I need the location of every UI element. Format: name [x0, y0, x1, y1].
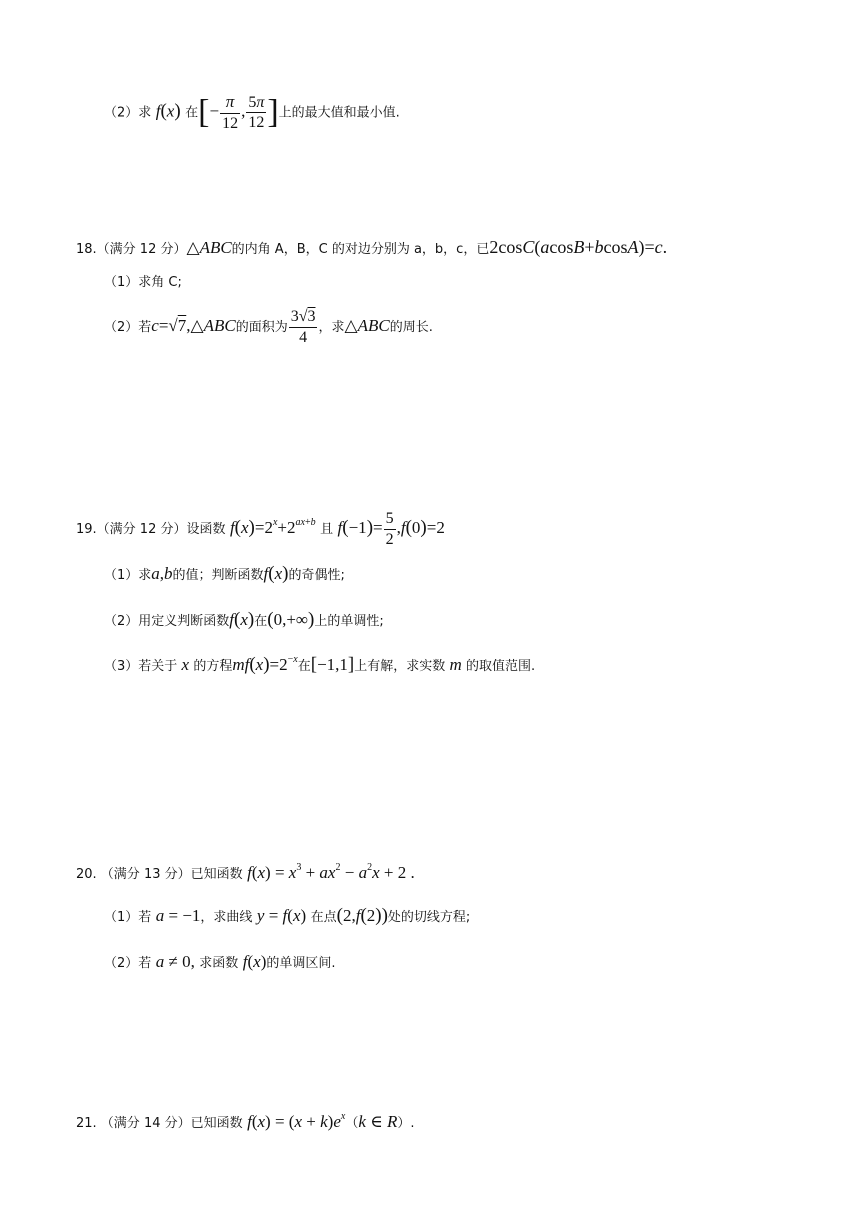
- q19-part2: （2）用定义判断函数f(x)在(0,+∞)上的单调性;: [104, 609, 384, 630]
- q17-part2: （2）求 f(x) 在[− $\frac{\pi}{12}$ , $\frac{5\pi}{12}$ ]上的最大值和最小值.: [104, 92, 400, 132]
- q19-p3-c: 上有解，求实数: [354, 659, 446, 674]
- q17-p2-tail: 上的最大值和最小值.: [278, 105, 400, 121]
- q21-head: 21. （满分 14 分）已知函数: [76, 1116, 243, 1131]
- fraction-5-2: $\frac{5}{2}$: [385, 510, 394, 548]
- q21-tail-a: （: [345, 1116, 359, 1131]
- q20-p1-tail: 处的切线方程;: [387, 910, 471, 925]
- q18-part1: [104, 275, 182, 289]
- q19-p1-label: （1）求: [104, 568, 152, 583]
- q17-p2-label: （2）求: [104, 105, 152, 121]
- fraction-5pi-12: $\frac{5\pi}{12}$: [248, 93, 265, 132]
- q19-stem: 19.（满分 12 分）设函数 $f(x)=2^x+2^{ax+b}$ 且 f(−1)= $\frac{5}{2}$ ,f(0)=2: [76, 510, 445, 548]
- q20-p1-mid: ，求曲线: [200, 910, 253, 925]
- q21-stem: 21. （满分 14 分）已知函数 $f(x) = (x + k)e^x(k$ ∈ R）.: [76, 1111, 415, 1131]
- q21-tail-b: ）.: [397, 1116, 415, 1131]
- fraction-pi-12: $\frac{\pi}{12}$: [222, 92, 239, 132]
- q18-part2: （2）若c=√7,△ABC的面积为 $\frac{3√3}{4}$ ，求△ABC的周长.: [104, 308, 433, 346]
- q19-p1-mid: 的值；判断函数: [172, 568, 264, 583]
- q19-p3-a: 的方程: [193, 659, 233, 674]
- q18-stem: 18.（满分 12 分）△ABC的内角 A，B，C 的对边分别为 a，b，c，已2cosC(acosB+bcosA)=c.: [76, 237, 668, 257]
- q19-p3-b: 在: [297, 659, 311, 674]
- q19-p3-d: 的取值范围.: [466, 659, 536, 674]
- q18-p2-label: （2）若: [104, 320, 152, 336]
- q19-part3: （3）若关于 x 的方程$mf(x)=2^{-x}$在[−1,1]上有解，求实数 m 的取值范围.: [104, 654, 536, 675]
- q19-p2-tail: 上的单调性;: [314, 614, 384, 629]
- q20-p1-b: 在点: [310, 910, 337, 925]
- q18-stem-mid: 的内角 A，B，C 的对边分别为 a，b，c，已: [231, 242, 490, 257]
- q17-p2-mid: 在: [185, 105, 199, 121]
- q19-head: 19.（满分 12 分）设函数: [76, 522, 226, 538]
- q20-part2: （2）若 a ≠ 0, 求函数 f(x)的单调区间.: [104, 952, 336, 971]
- q20-stem: 20. （满分 13 分）已知函数 $f(x) = x^3 + ax^2 - a^2x + 2$ .: [76, 862, 415, 882]
- q19-stem-mid: 且: [320, 522, 334, 538]
- q18-p2-tail-b: 的周长.: [389, 320, 433, 336]
- q19-p2-label: （2）用定义判断函数: [104, 614, 230, 629]
- q20-p2-tail: 的单调区间.: [266, 956, 336, 971]
- q19-p2-mid: 在: [254, 614, 268, 629]
- q19-p3-label: （3）若关于: [104, 659, 178, 674]
- q20-part1: （1）若 a = −1，求曲线 y = f(x) 在点(2,f(2))处的切线方程;: [104, 905, 471, 926]
- q18-head: 18.（满分 12 分）: [76, 242, 187, 257]
- q20-p1-label: （1）若: [104, 910, 152, 925]
- fraction-3sqrt3-4: $\frac{3√3}{4}$: [290, 308, 316, 346]
- q20-head: 20. （满分 13 分）已知函数: [76, 867, 243, 882]
- q18-p1: （1）求角 C;: [104, 275, 182, 290]
- q18-p2-tail-a: ，求: [318, 320, 345, 336]
- q18-p2-mid: 的面积为: [235, 320, 288, 336]
- q20-p2-label: （2）若: [104, 956, 152, 971]
- q19-p1-tail: 的奇偶性;: [288, 568, 345, 583]
- q20-p2-mid: 求函数: [199, 956, 239, 971]
- q19-part1: （1）求a,b的值；判断函数f(x)的奇偶性;: [104, 563, 345, 584]
- math-fx: f: [155, 101, 161, 121]
